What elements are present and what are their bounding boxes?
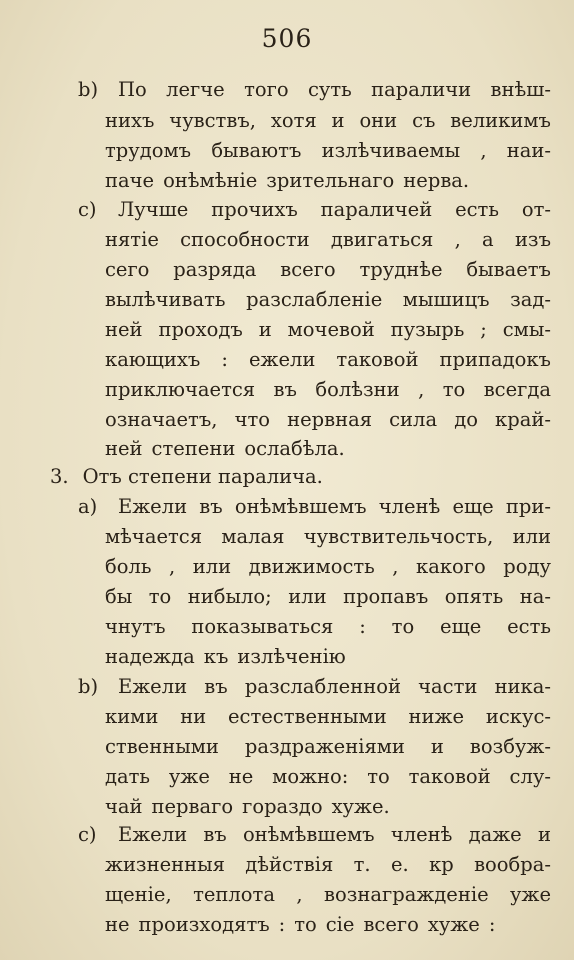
text-line: трудомъ бываютъ излѣчиваемы , наи- <box>105 139 551 162</box>
item-marker: c) <box>78 198 97 221</box>
text-line: дать уже не можно: то таковой слу- <box>105 765 551 788</box>
text-line: мѣчается малая чувствительчость, или <box>105 525 551 548</box>
text-line: означаетъ, что нервная сила до край- <box>105 408 551 431</box>
text-line: чай перваго гораздо хуже. <box>105 795 390 818</box>
text-line: Ежели въ онѣмѣвшемъ членѣ еще при- <box>118 495 551 518</box>
text-line: нихъ чувствъ, хотя и они съ великимъ <box>105 109 551 132</box>
section-title: Отъ степени паралича. <box>82 465 323 488</box>
text-line: вылѣчивать разслабленіе мышицъ зад- <box>105 288 551 311</box>
text-line: не произходятъ : то сіе всего хуже : <box>105 913 496 936</box>
text-line: нятіе способности двигаться , а изъ <box>105 228 551 251</box>
text-line: бы то нибыло; или пропавъ опять на- <box>105 585 551 608</box>
text-line: надежда къ излѣченію <box>105 645 346 668</box>
text-line: кими ни естественными ниже искус- <box>105 705 551 728</box>
text-line: жизненныя дѣйствія т. е. кр вообра- <box>105 853 551 876</box>
text-line: ней степени ослабѣла. <box>105 437 345 460</box>
text-line: Ежели въ разслабленной части ника- <box>118 675 551 698</box>
section-heading <box>50 462 323 492</box>
item-marker: b) <box>78 78 99 101</box>
text-line: сего разряда всего труднѣе бываетъ <box>105 258 551 281</box>
text-line: приключается въ болѣзни , то всегда <box>105 378 551 401</box>
text-line: кающихъ : ежели таковой припадокъ <box>105 348 551 371</box>
text-line: ственными раздраженіями и возбуж- <box>105 735 551 758</box>
text-line: Лучше прочихъ параличей есть от- <box>118 198 551 221</box>
item-marker: a) <box>78 495 98 518</box>
text-line: По легче того суть параличи внѣш- <box>118 78 551 101</box>
text-line: Ежели въ онѣмѣвшемъ членѣ даже и <box>118 823 551 846</box>
text-line: паче онѣмѣніе зрительнаго нерва. <box>105 169 470 192</box>
text-line: чнутъ показываться : то еще есть <box>105 615 551 638</box>
page-number: 506 <box>261 24 313 53</box>
text-line: щеніе, теплота , вознагражденіе уже <box>105 883 551 906</box>
item-marker: c) <box>78 823 97 846</box>
text-line: боль , или движимость , какого роду <box>105 555 551 578</box>
text-line: ней проходъ и мочевой пузырь ; смы- <box>105 318 551 341</box>
item-marker: b) <box>78 675 99 698</box>
section-number: 3. <box>50 465 69 488</box>
